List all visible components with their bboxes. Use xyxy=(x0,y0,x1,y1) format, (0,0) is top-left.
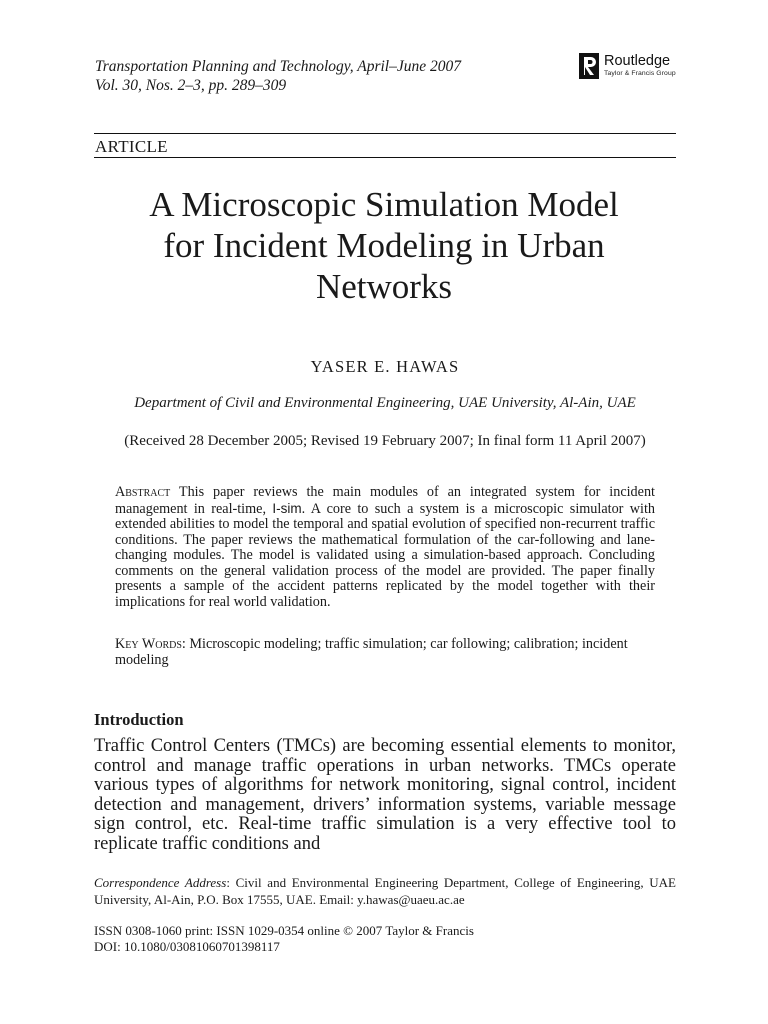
publisher-subtitle: Taylor & Francis Group xyxy=(604,70,676,77)
keywords xyxy=(115,636,655,668)
system-name: I-sim xyxy=(272,500,302,516)
correspondence-text: : Civil and Environmental Engineering Department, College of Engineering, UAE University, Al-Ain, P.O. Box 17555, UAE. Email: y.hawas@uaeu.ac.ae xyxy=(94,875,677,907)
volume-citation: Vol. 30, Nos. 2–3, pp. 289–309 xyxy=(95,77,287,94)
correspondence-label: Correspondence Address xyxy=(94,875,227,890)
title-line: A Microscopic Simulation Model xyxy=(149,185,619,224)
section-label: ARTICLE xyxy=(95,137,168,156)
publication-info xyxy=(94,923,474,955)
author-affiliation: Department of Civil and Environmental Engineering, UAE University, Al-Ain, UAE xyxy=(134,395,636,411)
keywords-label: Key Words: xyxy=(115,636,186,652)
paper-title xyxy=(60,184,708,307)
doi-line: DOI: 10.1080/03081060701398117 xyxy=(94,939,280,954)
abstract-text: . A core to such a system is a microscopic simulator with extended abilities to model the temporal and spatial evolution of specified non-recurrent traffic conditions. The paper reviews the mathematical formulation of the car-following and lane-changing modules. The model is validated using a simulation-based approach. Concluding comments on the general validation process of the model are provided. The paper finally presents a sample of the accident patterns replicated by the model together with their implications for real world validation. xyxy=(115,500,655,610)
body-paragraph: Traffic Control Centers (TMCs) are becoming essential elements to monitor, control and manage traffic operations in urban networks. TMCs operate various types of algorithms for network monitoring, signal control, incident detection and management, drivers’ information systems, variable message sign control, etc. Real-time traffic simulation is a very effective tool to replicate traffic conditions and xyxy=(94,736,676,854)
received-dates: (Received 28 December 2005; Revised 19 February 2007; In final form 11 April 2007) xyxy=(124,433,646,449)
section-heading: Introduction xyxy=(94,710,184,729)
routledge-logo-icon xyxy=(578,52,600,80)
publisher-logo xyxy=(578,52,688,82)
abstract-text: This paper reviews the main modules of an integrated system for incident management in real-time, xyxy=(115,484,655,517)
publisher-name: Routledge xyxy=(604,53,671,69)
abstract-label: Abstract xyxy=(115,484,171,500)
title-line: Networks xyxy=(315,267,453,306)
title-line: for Incident Modeling in Urban xyxy=(163,226,605,265)
abstract xyxy=(115,485,655,610)
issn-line: ISSN 0308-1060 print: ISSN 1029-0354 online © 2007 Taylor & Francis xyxy=(94,923,474,938)
keywords-text: Microscopic modeling; traffic simulation; car following; calibration; incident modeling xyxy=(115,636,628,668)
author-name: YASER E. HAWAS xyxy=(310,357,460,376)
top-rule xyxy=(94,133,676,134)
correspondence-note xyxy=(94,874,676,908)
bottom-rule xyxy=(94,157,676,158)
journal-citation: Transportation Planning and Technology, April–June 2007 xyxy=(95,58,461,75)
